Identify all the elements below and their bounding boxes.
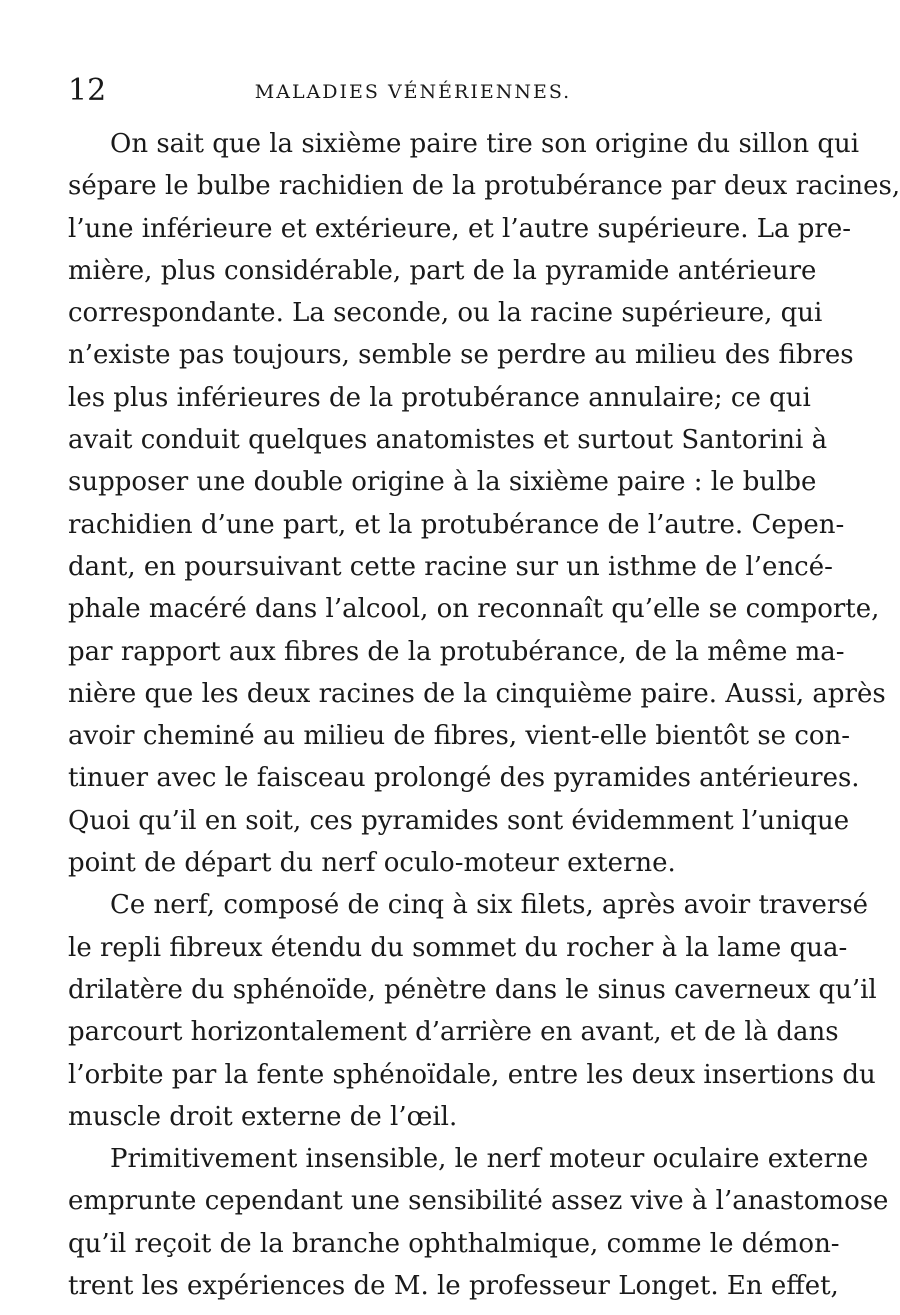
text-line: sépare le bulbe rachidien de la protubérance par deux racines, — [68, 171, 900, 202]
text-line: tinuer avec le faisceau prolongé des pyramides antérieures. — [68, 763, 860, 794]
text-line: le repli fibreux étendu du sommet du rocher à la lame qua- — [68, 932, 848, 963]
text-line: dant, en poursuivant cette racine sur un isthme de l’encé- — [68, 551, 833, 582]
text-line: l’une inférieure et extérieure, et l’autre supérieure. La pre- — [68, 213, 852, 244]
text-line: trent les expériences de M. le professeur Longet. En effet, — [68, 1271, 839, 1302]
text-line: rachidien d’une part, et la protubérance de l’autre. Cepen- — [68, 509, 845, 540]
text-line: nière que les deux racines de la cinquième paire. Aussi, après — [68, 678, 886, 709]
running-head: MALADIES VÉNÉRIENNES. — [254, 81, 572, 103]
text-line: parcourt horizontalement d’arrière en avant, et de là dans — [68, 1017, 839, 1048]
text-line: point de départ du nerf oculo-moteur externe. — [68, 848, 676, 879]
text-line: Quoi qu’il en soit, ces pyramides sont évidemment l’unique — [68, 805, 850, 836]
text-line: emprunte cependant une sensibilité assez vive à l’anastomose — [68, 1186, 889, 1217]
text-line: muscle droit externe de l’œil. — [68, 1101, 458, 1132]
text-line: Ce nerf, composé de cinq à six filets, après avoir traversé — [110, 890, 869, 921]
text-line: mière, plus considérable, part de la pyramide antérieure — [68, 255, 817, 286]
page-header — [68, 74, 758, 108]
body-text — [68, 123, 900, 1307]
text-line: avoir cheminé au milieu de fibres, vient-elle bientôt se con- — [68, 721, 851, 752]
text-line: par rapport aux fibres de la protubérance, de la même ma- — [68, 636, 845, 667]
text-line: drilatère du sphénoïde, pénètre dans le sinus caverneux qu’il — [68, 974, 877, 1005]
text-line: On sait que la sixième paire tire son origine du sillon qui — [110, 129, 860, 159]
text-line: les plus inférieures de la protubérance annulaire; ce qui — [68, 382, 811, 413]
text-line: supposer une double origine à la sixième paire : le bulbe — [68, 467, 817, 498]
text-line: l’orbite par la fente sphénoïdale, entre les deux insertions du — [68, 1059, 876, 1090]
text-line: correspondante. La seconde, ou la racine supérieure, qui — [68, 298, 823, 329]
text-line: Primitivement insensible, le nerf moteur oculaire externe — [110, 1144, 869, 1175]
text-line: phale macéré dans l’alcool, on reconnaît qu’elle se comporte, — [68, 594, 880, 625]
text-line: avait conduit quelques anatomistes et surtout Santorini à — [68, 425, 828, 456]
page-number: 12 — [68, 73, 107, 108]
text-line: qu’il reçoit de la branche ophthalmique, comme le démon- — [68, 1228, 840, 1259]
text-line: n’existe pas toujours, semble se perdre au milieu des fibres — [68, 340, 854, 371]
